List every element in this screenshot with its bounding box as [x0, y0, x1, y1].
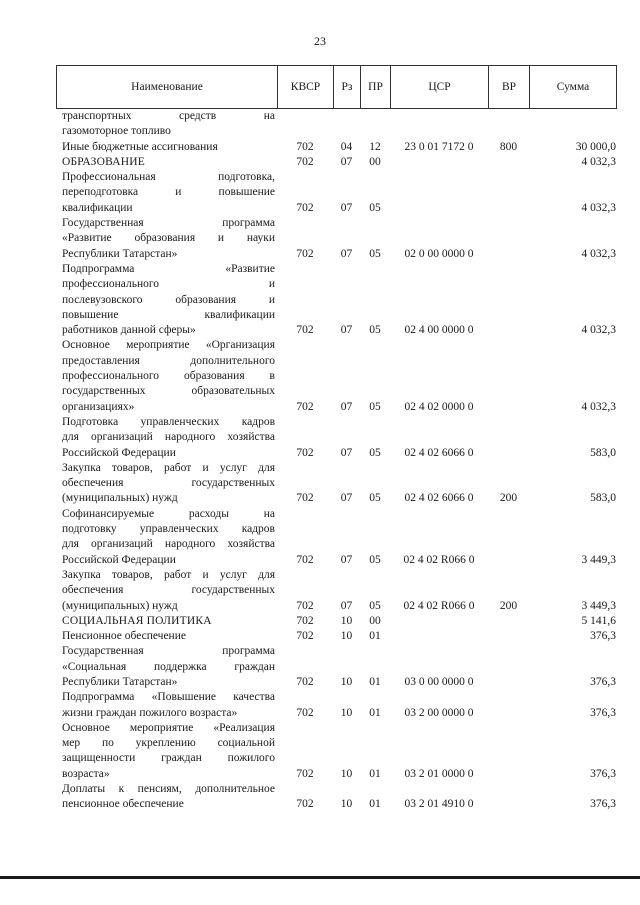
- row-name-line: Иные бюджетные ассигнования: [62, 140, 218, 153]
- row-rz: 07: [340, 446, 353, 459]
- header-name: Наименование: [57, 66, 278, 109]
- row-name-line: повышение квалификации: [62, 308, 275, 321]
- row-kvsr: 702: [296, 553, 314, 566]
- row-rz: 07: [340, 324, 353, 337]
- row-sum: 3 449,3: [581, 599, 616, 612]
- row-pr: 05: [369, 446, 381, 459]
- row-name: [56, 690, 277, 721]
- row-sum: 5 141,6: [581, 614, 616, 627]
- row-name-line: Государственная программа: [62, 217, 275, 230]
- row-name-line: пенсионное обеспечение: [62, 798, 184, 811]
- row-name-line: Основное мероприятие «Реализация: [62, 721, 275, 734]
- table-header: [56, 65, 617, 109]
- row-sum: 376,3: [590, 675, 616, 688]
- row-name: [56, 568, 277, 614]
- row-csr: 02 4 02 0000 0: [404, 400, 474, 413]
- row-sum: 376,3: [590, 767, 616, 780]
- row-name: [56, 644, 277, 690]
- row-sum: 583,0: [590, 446, 616, 459]
- row-rz: 04: [340, 140, 353, 153]
- row-name-line: Государственная программа: [62, 645, 275, 658]
- row-vr: 800: [499, 140, 518, 153]
- row-pr: 01: [369, 706, 381, 719]
- row-csr: 03 2 01 0000 0: [404, 767, 474, 780]
- row-name: [56, 140, 277, 155]
- row-pr: 05: [369, 324, 381, 337]
- row-vr: 200: [499, 599, 518, 612]
- row-sum: 3 449,3: [581, 553, 616, 566]
- row-kvsr: 702: [296, 675, 314, 688]
- table-row: [56, 338, 616, 414]
- row-kvsr: 702: [296, 767, 314, 780]
- table-row: [56, 629, 616, 644]
- row-name-line: ОБРАЗОВАНИЕ: [62, 155, 146, 168]
- table-body: [56, 109, 616, 813]
- row-pr: 05: [369, 247, 381, 260]
- table-row: [56, 155, 616, 170]
- row-csr: 02 4 02 6066 0: [404, 446, 474, 459]
- row-name-line: предоставления дополнительного: [62, 354, 275, 367]
- row-name-line: подготовку управленческих кадров: [62, 523, 275, 536]
- row-name-line: газомоторное топливо: [62, 125, 171, 138]
- row-kvsr: 702: [296, 630, 314, 643]
- row-kvsr: 702: [296, 201, 314, 214]
- row-name-line: профессионального и: [62, 278, 275, 291]
- row-kvsr: 702: [296, 798, 314, 811]
- row-name: [56, 155, 277, 170]
- row-pr: 01: [369, 798, 381, 811]
- row-name-line: транспортных средств на: [62, 110, 275, 122]
- row-kvsr: 702: [296, 599, 314, 612]
- row-sum: 4 032,3: [581, 324, 616, 337]
- row-pr: 01: [369, 675, 381, 688]
- row-name-line: возраста»: [62, 767, 110, 780]
- row-sum: 4 032,3: [581, 155, 616, 168]
- row-name-line: (муниципальных) нужд: [62, 599, 178, 612]
- row-rz: 10: [340, 630, 353, 643]
- page-number: 23: [314, 34, 326, 48]
- table-row: [56, 721, 616, 782]
- row-name-line: Закупка товаров, работ и услуг для: [62, 461, 275, 474]
- row-name: [56, 338, 277, 414]
- row-csr: 02 4 02 R066 0: [403, 553, 475, 566]
- row-csr: 03 2 01 4910 0: [404, 798, 474, 811]
- row-name-line: организациях»: [62, 400, 135, 413]
- row-kvsr: 702: [296, 324, 314, 337]
- row-vr: 200: [499, 492, 518, 505]
- row-kvsr: 702: [296, 614, 314, 627]
- row-csr: 02 4 02 6066 0: [404, 492, 474, 505]
- row-name-line: Подготовка управленческих кадров: [62, 415, 275, 428]
- header-rz: Рз: [334, 66, 361, 109]
- header-kvsr: КВСР: [278, 66, 334, 109]
- row-name-line: Закупка товаров, работ и услуг для: [62, 568, 275, 581]
- row-name-line: профессионального образования в: [62, 370, 275, 383]
- row-name-line: Российской Федерации: [62, 446, 176, 459]
- row-name: [56, 262, 277, 338]
- row-name: [56, 507, 277, 568]
- row-csr: 02 4 00 0000 0: [404, 324, 474, 337]
- row-sum: 376,3: [590, 630, 616, 643]
- header-csr: ЦСР: [391, 66, 489, 109]
- row-pr: 05: [369, 599, 381, 612]
- row-name-line: Софинансируемые расходы на: [62, 507, 275, 520]
- row-name-line: Подпрограмма «Развитие: [62, 262, 275, 275]
- row-name-line: работников данной сферы»: [62, 324, 196, 337]
- row-pr: 05: [369, 400, 381, 413]
- row-pr: 00: [369, 155, 381, 168]
- row-name-line: Подпрограмма «Повышение качества: [62, 691, 275, 704]
- row-name-line: обеспечения государственных: [62, 584, 275, 597]
- table-row: [56, 170, 616, 216]
- row-rz: 07: [340, 599, 353, 612]
- row-pr: 01: [369, 630, 381, 643]
- row-name-line: Профессиональная подготовка,: [62, 171, 275, 184]
- row-pr: 05: [369, 553, 381, 566]
- table-row: [56, 782, 616, 813]
- row-pr: 12: [369, 140, 381, 153]
- row-rz: 07: [340, 201, 353, 214]
- table-row: [56, 507, 616, 568]
- row-rz: 07: [340, 553, 353, 566]
- row-name: [56, 109, 277, 140]
- row-name-line: мер по укреплению социальной: [62, 737, 275, 750]
- row-rz: 10: [340, 675, 353, 688]
- row-name-line: для организаций народного хозяйства: [62, 431, 275, 444]
- row-name-line: Республики Татарстан»: [62, 247, 178, 260]
- table-row: [56, 644, 616, 690]
- row-name: [56, 461, 277, 507]
- row-csr: 23 0 01 7172 0: [404, 140, 474, 153]
- row-name: [56, 170, 277, 216]
- row-sum: 30 000,0: [575, 140, 616, 153]
- table-row: [56, 614, 616, 629]
- row-sum: 4 032,3: [581, 247, 616, 260]
- row-rz: 10: [340, 706, 353, 719]
- row-csr: 03 2 00 0000 0: [404, 706, 474, 719]
- row-name-line: «Социальная поддержка граждан: [62, 660, 275, 673]
- header-pr: ПР: [361, 66, 391, 109]
- table-row: [56, 140, 616, 155]
- row-name-line: Республики Татарстан»: [62, 675, 178, 688]
- row-name: [56, 415, 277, 461]
- table-row: [56, 109, 616, 140]
- row-sum: 583,0: [590, 492, 616, 505]
- table-row: [56, 461, 616, 507]
- row-name-line: для организаций народного хозяйства: [62, 538, 275, 551]
- row-name-line: «Развитие образования и науки: [62, 232, 275, 245]
- row-name-line: Доплаты к пенсиям, дополнительное: [62, 783, 275, 796]
- row-name-line: переподготовка и повышение: [62, 186, 275, 199]
- table-row: [56, 568, 616, 614]
- row-kvsr: 702: [296, 400, 314, 413]
- row-name-line: Российской Федерации: [62, 553, 176, 566]
- table-row: [56, 415, 616, 461]
- row-pr: 01: [369, 767, 381, 780]
- row-name-line: государственных образовательных: [62, 385, 275, 398]
- header-sum: Сумма: [530, 66, 617, 109]
- row-name-line: квалификации: [62, 201, 133, 214]
- table-row: [56, 690, 616, 721]
- row-kvsr: 702: [296, 247, 314, 260]
- row-name: [56, 721, 277, 782]
- row-rz: 07: [340, 247, 353, 260]
- row-name-line: обеспечения государственных: [62, 477, 275, 490]
- row-rz: 10: [340, 614, 353, 627]
- row-name-line: послевузовского образования и: [62, 293, 275, 306]
- row-kvsr: 702: [296, 706, 314, 719]
- row-csr: 02 0 00 0000 0: [404, 247, 474, 260]
- row-name-line: Пенсионное обеспечение: [62, 630, 186, 643]
- row-sum: 4 032,3: [581, 400, 616, 413]
- row-kvsr: 702: [296, 446, 314, 459]
- row-kvsr: 702: [296, 140, 314, 153]
- row-rz: 07: [340, 400, 353, 413]
- page-bottom-rule: [0, 876, 640, 879]
- row-csr: 02 4 02 R066 0: [403, 599, 475, 612]
- row-name: [56, 629, 277, 644]
- row-rz: 07: [340, 155, 353, 168]
- row-csr: 03 0 00 0000 0: [404, 675, 474, 688]
- table-row: [56, 262, 616, 338]
- row-kvsr: 702: [296, 155, 314, 168]
- row-rz: 10: [340, 767, 353, 780]
- row-sum: 376,3: [590, 798, 616, 811]
- table-row: [56, 216, 616, 262]
- row-name: [56, 782, 277, 813]
- row-name-line: СОЦИАЛЬНАЯ ПОЛИТИКА: [62, 614, 212, 627]
- row-name-line: (муниципальных) нужд: [62, 492, 178, 505]
- row-kvsr: 702: [296, 492, 314, 505]
- row-name: [56, 614, 277, 629]
- row-pr: 05: [369, 492, 381, 505]
- row-name-line: Основное мероприятие «Организация: [62, 339, 275, 352]
- row-name: [56, 216, 277, 262]
- row-rz: 07: [340, 492, 353, 505]
- row-name-line: защищенности граждан пожилого: [62, 752, 275, 765]
- row-pr: 05: [369, 201, 381, 214]
- row-name-line: жизни граждан пожилого возраста»: [62, 706, 238, 719]
- header-vr: ВР: [489, 66, 530, 109]
- row-sum: 376,3: [590, 706, 616, 719]
- row-pr: 00: [369, 614, 381, 627]
- row-sum: 4 032,3: [581, 201, 616, 214]
- row-rz: 10: [340, 798, 353, 811]
